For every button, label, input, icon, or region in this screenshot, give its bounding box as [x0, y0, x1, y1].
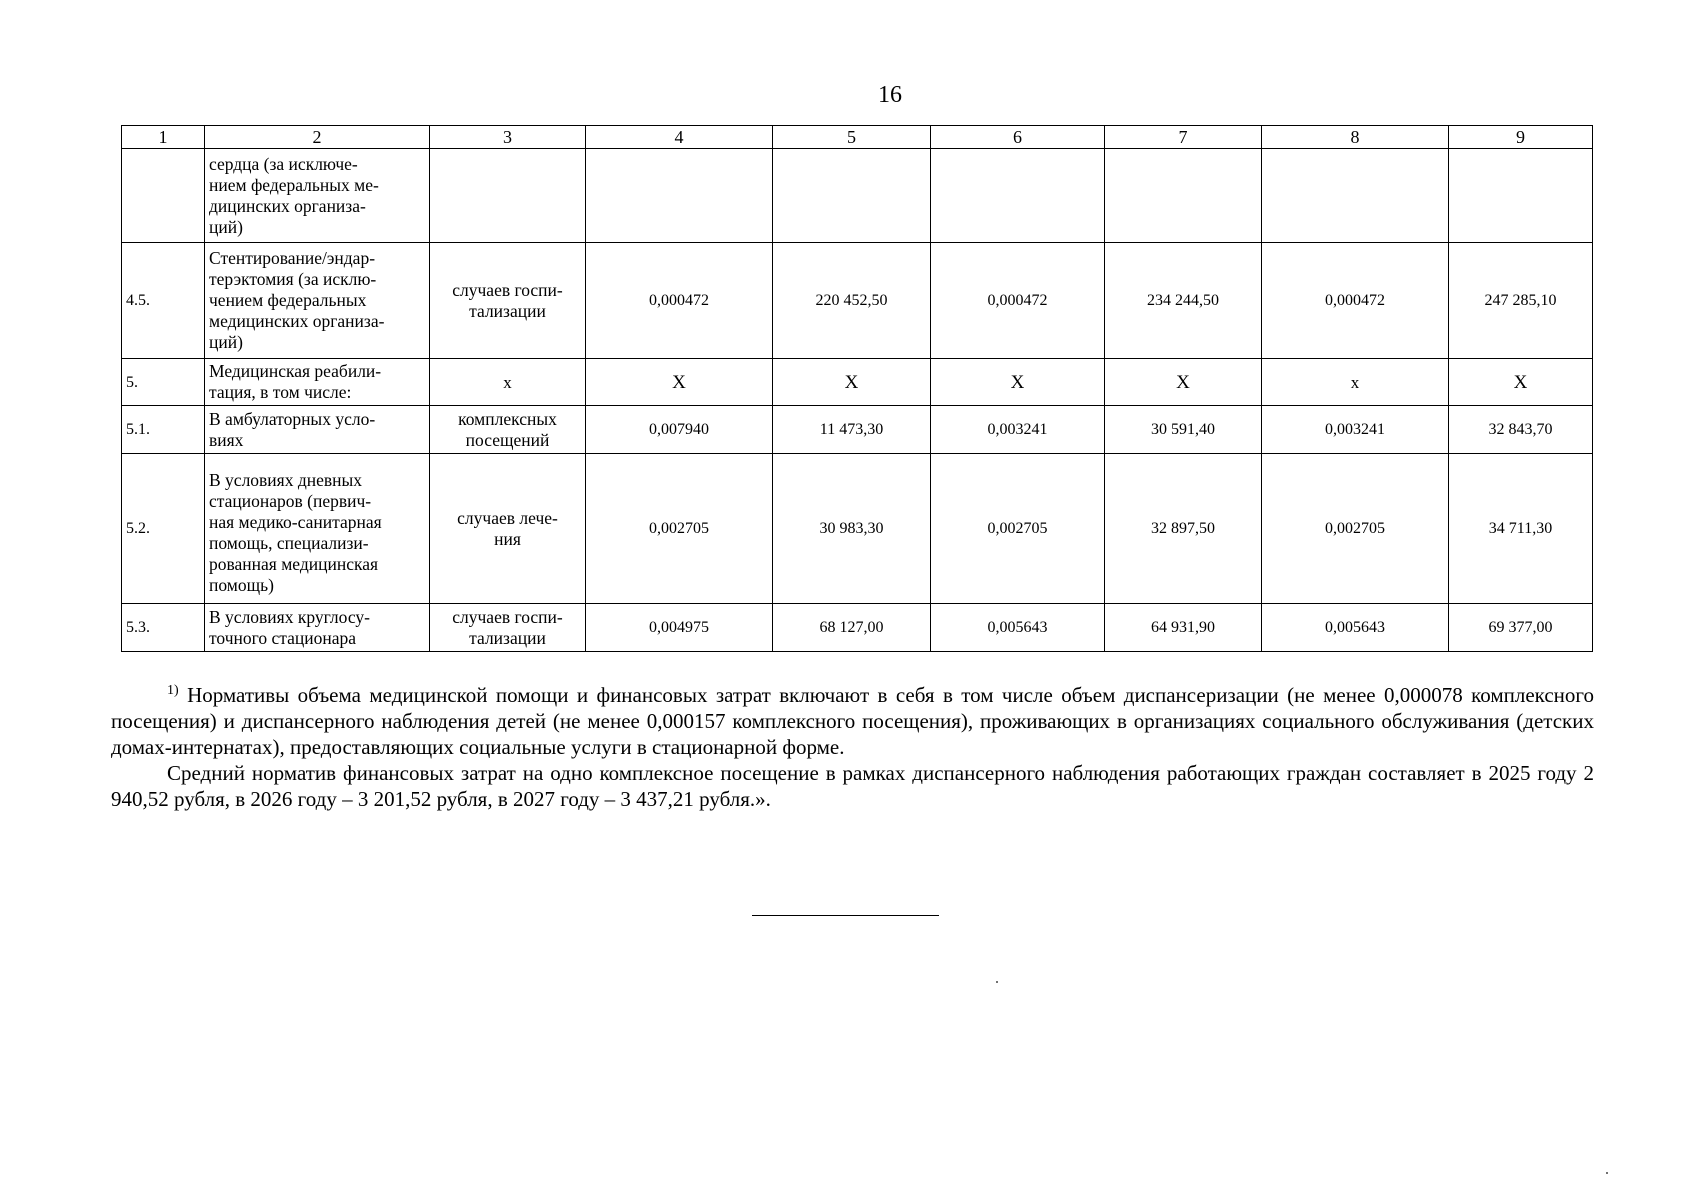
value-cell: Х	[586, 359, 773, 406]
row-name: Стентирование/эндар- терэктомия (за исклю- чением федеральных медицинских организа- ций)	[205, 243, 430, 359]
value-cell	[1449, 149, 1593, 243]
row-unit: х	[430, 359, 586, 406]
value-cell: 32 897,50	[1105, 454, 1262, 604]
column-number: 2	[205, 126, 430, 149]
footnote-text: Нормативы объема медицинской помощи и финансовых затрат включают в себя в том числе объем диспансеризации (не менее 0,000078 комплексного посещения) и диспансерного наблюдения детей (не менее 0,000157 комплексного посещения), проживающих в организациях социального обслуживания (детских домах-интернатах), предоставляющих социальные услуги в стационарной форме.	[111, 683, 1594, 759]
row-name: сердца (за исключе- нием федеральных ме- дицинских организа- ций)	[205, 149, 430, 243]
row-unit	[430, 149, 586, 243]
value-cell: 34 711,30	[1449, 454, 1593, 604]
row-number: 5.2.	[122, 454, 205, 604]
column-number: 4	[586, 126, 773, 149]
table-row	[122, 149, 1593, 243]
value-cell: 0,007940	[586, 406, 773, 454]
row-name: Медицинская реабили- тация, в том числе:	[205, 359, 430, 406]
standards-table	[121, 125, 1593, 652]
row-number: 5.3.	[122, 604, 205, 652]
row-unit: случаев госпи- тализации	[430, 243, 586, 359]
value-cell: Х	[773, 359, 931, 406]
table-row	[122, 243, 1593, 359]
row-name: В условиях круглосу- точного стационара	[205, 604, 430, 652]
value-cell	[931, 149, 1105, 243]
row-number: 5.	[122, 359, 205, 406]
row-number: 4.5.	[122, 243, 205, 359]
footnote-marker: 1)	[167, 683, 179, 698]
value-cell: 0,005643	[931, 604, 1105, 652]
column-number-row	[122, 126, 1593, 149]
footnote-paragraph	[111, 682, 1594, 760]
value-cell: 0,005643	[1262, 604, 1449, 652]
value-cell: 0,002705	[586, 454, 773, 604]
row-name: В амбулаторных усло- виях	[205, 406, 430, 454]
value-cell: 234 244,50	[1105, 243, 1262, 359]
row-name: В условиях дневных стационаров (первич- ная медико-санитарная помощь, специализи- рованная медицинская помощь)	[205, 454, 430, 604]
row-number	[122, 149, 205, 243]
row-unit: случаев лече- ния	[430, 454, 586, 604]
value-cell: х	[1262, 359, 1449, 406]
footnote-paragraph: Средний норматив финансовых затрат на одно комплексное посещение в рамках диспансерного наблюдения работающих граждан составляет в 2025 году 2 940,52 рубля, в 2026 году – 3 201,52 рубля, в 2027 году – 3 437,21 рубля.».	[111, 761, 1594, 811]
value-cell: 0,002705	[1262, 454, 1449, 604]
value-cell	[586, 149, 773, 243]
value-cell: 30 591,40	[1105, 406, 1262, 454]
column-number: 7	[1105, 126, 1262, 149]
value-cell	[1105, 149, 1262, 243]
value-cell: 0,000472	[586, 243, 773, 359]
column-number: 6	[931, 126, 1105, 149]
value-cell: 247 285,10	[1449, 243, 1593, 359]
column-number: 1	[122, 126, 205, 149]
value-cell: 68 127,00	[773, 604, 931, 652]
table-row	[122, 359, 1593, 406]
value-cell: 0,004975	[586, 604, 773, 652]
value-cell: 30 983,30	[773, 454, 931, 604]
column-number: 3	[430, 126, 586, 149]
value-cell: 11 473,30	[773, 406, 931, 454]
value-cell: Х	[1105, 359, 1262, 406]
scan-speck	[1606, 1172, 1608, 1174]
row-unit: комплексных посещений	[430, 406, 586, 454]
column-number: 9	[1449, 126, 1593, 149]
table-row	[122, 406, 1593, 454]
value-cell: Х	[1449, 359, 1593, 406]
value-cell: 0,000472	[931, 243, 1105, 359]
value-cell: 32 843,70	[1449, 406, 1593, 454]
value-cell: 69 377,00	[1449, 604, 1593, 652]
scan-speck	[996, 981, 998, 983]
value-cell: 0,003241	[1262, 406, 1449, 454]
table-row	[122, 604, 1593, 652]
value-cell: 0,002705	[931, 454, 1105, 604]
value-cell	[1262, 149, 1449, 243]
value-cell: 0,000472	[1262, 243, 1449, 359]
value-cell: Х	[931, 359, 1105, 406]
column-number: 8	[1262, 126, 1449, 149]
value-cell: 220 452,50	[773, 243, 931, 359]
page-number: 16	[878, 82, 902, 108]
row-number: 5.1.	[122, 406, 205, 454]
value-cell: 0,003241	[931, 406, 1105, 454]
footnotes	[111, 682, 1594, 812]
value-cell: 64 931,90	[1105, 604, 1262, 652]
row-unit: случаев госпи- тализации	[430, 604, 586, 652]
table-row	[122, 454, 1593, 604]
value-cell	[773, 149, 931, 243]
closing-rule	[752, 915, 939, 916]
column-number: 5	[773, 126, 931, 149]
